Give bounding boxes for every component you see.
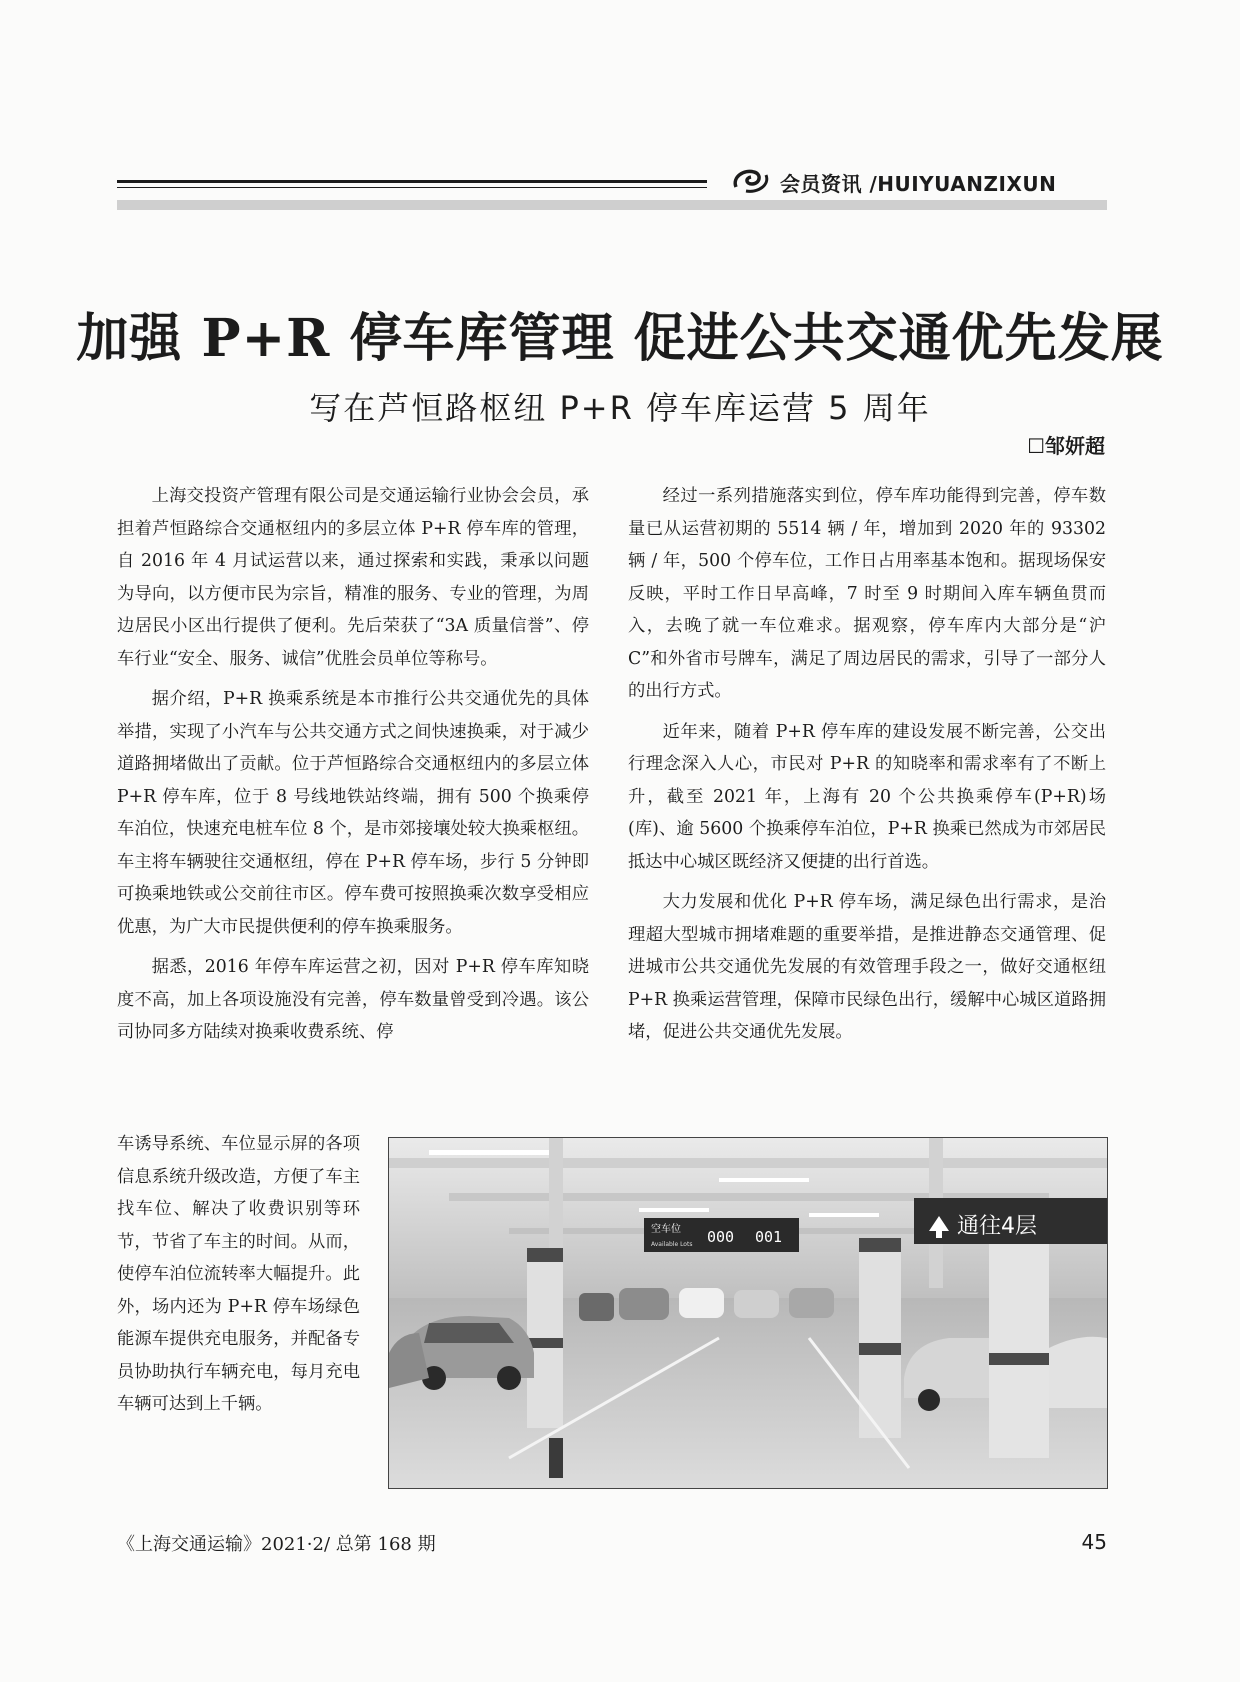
paragraph: 上海交投资产管理有限公司是交通运输行业协会会员，承担着芦恒路综合交通枢纽内的多层立体 P+R 停车库的管理，自 2016 年 4 月试运营以来，通过探索和实践，秉承以问题为导向，以方便市民为宗旨，精准的服务、专业的管理，为周边居民小区出行提供了便利。先后荣获了“3A 质量信誉”、停车行业“安全、服务、诚信”优胜会员单位等称号。 [117, 486, 589, 669]
sign-direction: 通往4层 [957, 1214, 1037, 1239]
page-number: 45 [1081, 1530, 1107, 1554]
right-column [628, 480, 1106, 1057]
article-title: 加强 P+R 停车库管理 促进公共交通优先发展 [76, 308, 1164, 369]
parking-garage-photo [388, 1137, 1108, 1489]
sign-available-sub: Available Lots [651, 1241, 693, 1248]
header-rule-thin [117, 187, 707, 188]
paragraph: 大力发展和优化 P+R 停车场，满足绿色出行需求，是治理超大型城市拥堵难题的重要举措，是推进静态交通管理、促进城市公共交通优先发展的有效管理手段之一，做好交通枢纽 P+R 换乘运营管理，保障市民绿色出行，缓解中心城区道路拥堵，促进公共交通优先发展。 [628, 892, 1106, 1042]
spiral-logo-icon [730, 167, 772, 195]
footer-journal: 《上海交通运输》2021·2/ 总第 168 期 [117, 1534, 436, 1555]
paragraph: 经过一系列措施落实到位，停车库功能得到完善，停车数量已从运营初期的 5514 辆 / 年，增加到 2020 年的 93302 辆 / 年，500 个停车位，工作日占用率基本饱和。据现场保安反映，平时工作日早高峰，7 时至 9 时期间入库车辆鱼贯而入，去晚了就一车位难求。据观察，停车库内大部分是“沪 C”和外省市号牌车，满足了周边居民的需求，引导了一部分人的出行方式。 [628, 486, 1106, 701]
left-column [117, 480, 589, 1057]
paragraph: 据介绍，P+R 换乘系统是本市推行公共交通优先的具体举措，实现了小汽车与公共交通方式之间快速换乘，对于减少道路拥堵做出了贡献。位于芦恒路综合交通枢纽内的多层立体 P+R 停车库，位于 8 号线地铁站终端，拥有 500 个换乘停车泊位，快速充电桩车位 8 个，是市郊接壤处较大换乘枢纽。车主将车辆驶往交通枢纽，停在 P+R 停车场，步行 5 分钟即可换乘地铁或公交前往市区。停车费可按照换乘次数享受相应优惠，为广大市民提供便利的停车换乘服务。 [117, 689, 589, 937]
header-rule [117, 180, 707, 183]
sign-count-left: 000 [707, 1228, 735, 1246]
header-grey-band [117, 200, 1107, 210]
paragraph: 据悉，2016 年停车库运营之初，因对 P+R 停车库知晓度不高，加上各项设施没有完善，停车数量曾受到冷遇。该公司协同多方陆续对换乘收费系统、停 [117, 957, 589, 1042]
paragraph: 近年来，随着 P+R 停车库的建设发展不断完善，公交出行理念深入人心，市民对 P+R 的知晓率和需求率有了不断上升，截至 2021 年，上海有 20 个公共换乘停车(P+R)场(库)、逾 5600 个换乘停车泊位，P+R 换乘已然成为市郊居民抵达中心城区既经济又便捷的出行首选。 [628, 721, 1106, 872]
author-byline: ☐邹妍超 [1027, 434, 1105, 458]
sign-available-lots: 空车位 [651, 1224, 681, 1235]
article-subtitle: 写在芦恒路枢纽 P+R 停车库运营 5 周年 [309, 389, 931, 427]
sign-count-right: 001 [755, 1228, 783, 1246]
left-column-continuation: 车诱导系统、车位显示屏的各项信息系统升级改造，方便了车主找车位、解决了收费识别等环节，节省了车主的时间。从而，使停车泊位流转率大幅提升。此外，场内还为 P+R 停车场绿色能源车提供充电服务，并配备专员协助执行车辆充电，每月充电车辆可达到上千辆。 [117, 1134, 360, 1414]
section-label: 会员资讯 /HUIYUANZIXUN [780, 172, 1057, 196]
